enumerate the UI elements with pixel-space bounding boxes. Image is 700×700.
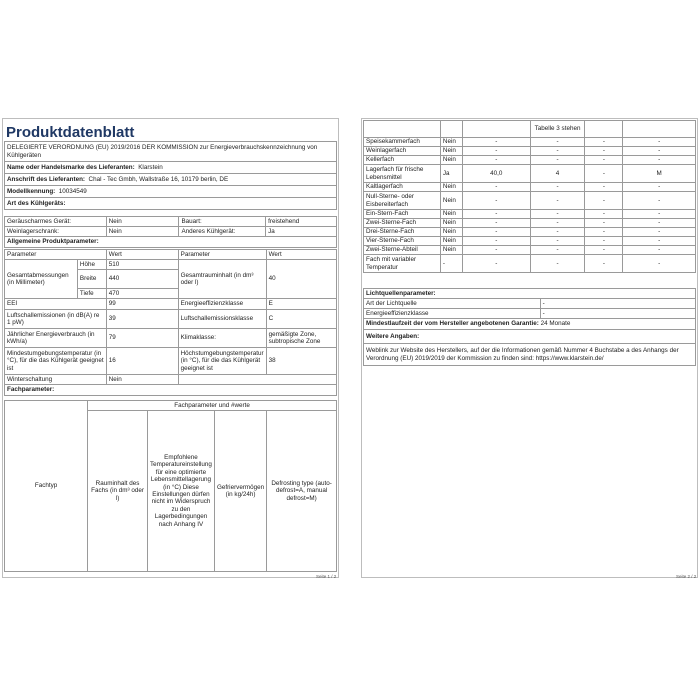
compartment-volume: - (462, 183, 530, 192)
max-temp-value: 38 (266, 348, 336, 375)
compartment-name: Kellerfach (364, 156, 441, 165)
depth-value: 470 (106, 289, 178, 299)
compartment-freeze: - (585, 147, 623, 156)
wine-value: Nein (106, 227, 179, 237)
noise-class-value: C (266, 310, 336, 329)
compartment-row (364, 219, 696, 228)
supplier-name-label: Name oder Handelsmarke des Lieferanten: (7, 163, 135, 171)
compartment-volume: - (462, 255, 530, 273)
compartment-volume: - (462, 219, 530, 228)
compartment-temp: 4 (530, 165, 585, 183)
table-ref: Tabelle 3 stehen (530, 121, 585, 138)
value-header-2: Wert (266, 250, 336, 260)
blank-6 (623, 121, 696, 138)
width-label: Breite (77, 270, 106, 289)
compartment-defrost: - (623, 219, 696, 228)
compartment-volume: - (462, 138, 530, 147)
compartment-row (364, 165, 696, 183)
compartment-defrost: - (623, 255, 696, 273)
compartment-present: - (440, 255, 462, 273)
col-defrost: Defrosting type (auto-defrost=A, manual defrost=M) (267, 411, 337, 572)
compartment-defrost: - (623, 210, 696, 219)
compartment-temp: - (530, 237, 585, 246)
compartment-name: Zwei-Sterne-Abteil (364, 246, 441, 255)
light-type-label: Art der Lichtquelle (364, 299, 541, 309)
compartment-name: Speisekammerfach (364, 138, 441, 147)
light-class-value: - (540, 309, 695, 319)
noise-class-label: Luftschallemissionsklasse (178, 310, 266, 329)
other-value: Ja (266, 227, 337, 237)
compartment-present: Nein (440, 192, 462, 210)
compartment-temp: - (530, 183, 585, 192)
winter-label: Winterschaltung (5, 375, 107, 385)
compartment-row (364, 237, 696, 246)
depth-label: Tiefe (77, 289, 106, 299)
eei-label: EEI (5, 299, 107, 310)
document-title: Produktdatenblatt (6, 124, 135, 141)
model-id: 10034549 (58, 187, 87, 195)
compartment-present: Nein (440, 237, 462, 246)
wine-label: Weinlagerschrank: (5, 227, 107, 237)
eclass-label: Energieeffizienzklasse (178, 299, 266, 310)
compartment-present: Nein (440, 183, 462, 192)
compartment-defrost: - (623, 147, 696, 156)
other-label: Anderes Kühlgerät: (179, 227, 266, 237)
design-label: Bauart: (179, 217, 266, 227)
compartment-temp: - (530, 255, 585, 273)
compartment-defrost: - (623, 192, 696, 210)
compartment-name: Kaltlagerfach (364, 183, 441, 192)
param-header: Parameter (5, 250, 107, 260)
height-value: 510 (106, 260, 178, 270)
compartment-volume: 40,0 (462, 165, 530, 183)
compartment-present: Nein (440, 228, 462, 237)
compartment-present: Nein (440, 156, 462, 165)
regulation-text: DELEGIERTE VERORDNUNG (EU) 2019/2016 DER KOMMISSION zur Energieverbrauchskennzeichnung von Kühlgeräten (5, 142, 337, 162)
compartment-name: Vier-Sterne-Fach (364, 237, 441, 246)
compartment-freeze: - (585, 192, 623, 210)
compartment-defrost: - (623, 183, 696, 192)
width-value: 440 (106, 270, 178, 289)
noise-value: 39 (106, 310, 178, 329)
compartment-volume: - (462, 228, 530, 237)
compartment-freeze: - (585, 183, 623, 192)
device-type-heading: Art des Kühlgeräts: (5, 198, 337, 210)
col-freezing: Gefriervermögen (in kg/24h) (214, 411, 266, 572)
compartment-freeze: - (585, 165, 623, 183)
compartment-row (364, 183, 696, 192)
compartment-present: Nein (440, 219, 462, 228)
compartment-row (364, 228, 696, 237)
light-heading: Lichtquellenparameter: (364, 289, 696, 299)
col-settemp: Empfohlene Temperatureinstellung für eine optimierte Lebensmittellagerung (in °C) Diese Einstellungen dürfen nicht im Widerspruch zu den Lagerbedingungen nach Anhang IV (147, 411, 214, 572)
fachtyp-label: Fachtyp (5, 401, 88, 572)
light-table (363, 288, 696, 366)
compartment-volume: - (462, 156, 530, 165)
compartment-row (364, 246, 696, 255)
quiet-value: Nein (106, 217, 179, 227)
compartment-freeze: - (585, 246, 623, 255)
compartment-present: Nein (440, 246, 462, 255)
compartment-name: Ein-Stern-Fach (364, 210, 441, 219)
page-number-2: Seite 2 / 2 (676, 574, 697, 579)
compartment-temp: - (530, 156, 585, 165)
compartment-freeze: - (585, 255, 623, 273)
col-volume: Rauminhalt des Fachs (in dm³ oder l) (88, 411, 148, 572)
param-header-2: Parameter (178, 250, 266, 260)
compartment-heading: Fachparameter: (5, 385, 337, 396)
warranty-label: Mindestlaufzeit der vom Hersteller angebotenen Garantie: (366, 320, 539, 328)
general-heading: Allgemeine Produktparameter: (5, 237, 337, 248)
compartment-defrost: - (623, 228, 696, 237)
compartment-name: Zwei-Sterne-Fach (364, 219, 441, 228)
volume-label: Gesamtrauminhalt (in dm³ oder l) (178, 260, 266, 299)
compartment-temp: - (530, 147, 585, 156)
empty-cell (178, 375, 336, 385)
min-temp-value: 16 (106, 348, 178, 375)
winter-value: Nein (106, 375, 178, 385)
blank-1 (364, 121, 441, 138)
warranty-value: 24 Monate (540, 320, 571, 328)
max-temp-label: Höchstumgebungstemperatur (in °C), für die das Kühlgerät geeignet ist (178, 348, 266, 375)
further-label: Weitere Angaben: (364, 330, 696, 344)
compartment-defrost: - (623, 237, 696, 246)
compartment-row (364, 210, 696, 219)
compartment-present: Ja (440, 165, 462, 183)
compartment-temp: - (530, 210, 585, 219)
supplier-name: Klarstein (138, 163, 163, 171)
compartment-freeze: - (585, 156, 623, 165)
compartment-temp: - (530, 192, 585, 210)
eclass-value: E (266, 299, 336, 310)
quiet-label: Geräuscharmes Gerät: (5, 217, 107, 227)
compartment-defrost: - (623, 246, 696, 255)
weblink-text: Weblink zur Website des Herstellers, auf der die Informationen gemäß Nummer 4 Buchstabe a des Anhangs der Verordnung (EU) 2019/2019 der Kommission zu finden sind: https://www.klarstein.de/ (364, 344, 696, 366)
fach-group-header: Fachparameter und #werte (88, 401, 337, 411)
compartment-defrost: - (623, 156, 696, 165)
compartment-present: Nein (440, 147, 462, 156)
design-value: freistehend (266, 217, 337, 227)
volume-value: 40 (266, 260, 336, 299)
supplier-address-label: Anschrift des Lieferanten: (7, 175, 86, 183)
climate-label: Klimaklasse: (178, 329, 266, 348)
compartment-rows-table (363, 120, 696, 273)
compartment-temp: - (530, 219, 585, 228)
page1-header-table (4, 141, 337, 210)
dims-label: Gesamtabmessungen (in Millimeter) (5, 260, 78, 299)
compartment-freeze: - (585, 210, 623, 219)
annual-value: 79 (106, 329, 178, 348)
eei-value: 99 (106, 299, 178, 310)
compartment-present: Nein (440, 210, 462, 219)
compartment-freeze: - (585, 138, 623, 147)
compartment-name: Drei-Sterne-Fach (364, 228, 441, 237)
compartment-row (364, 156, 696, 165)
compartment-temp: - (530, 246, 585, 255)
warranty-row (364, 319, 696, 330)
compartment-volume: - (462, 192, 530, 210)
compartment-freeze: - (585, 228, 623, 237)
compartment-name: Weinlagerfach (364, 147, 441, 156)
compartment-volume: - (462, 237, 530, 246)
supplier-address: Chal - Tec Gmbh, Wallstraße 16, 10179 berlin, DE (88, 175, 229, 183)
light-class-label: Energieeffizienzklasse (364, 309, 541, 319)
blank-5 (585, 121, 623, 138)
compartment-volume: - (462, 210, 530, 219)
compartment-row (364, 255, 696, 273)
height-label: Höhe (77, 260, 106, 270)
compartment-freeze: - (585, 237, 623, 246)
noise-label: Luftschallemissionen (in dB(A) re 1 pW) (5, 310, 107, 329)
compartment-table (4, 400, 337, 572)
general-params-table (4, 249, 337, 396)
compartment-name: Fach mit variabler Temperatur (364, 255, 441, 273)
compartment-volume: - (462, 147, 530, 156)
value-header: Wert (106, 250, 178, 260)
compartment-freeze: - (585, 219, 623, 228)
compartment-row (364, 138, 696, 147)
supplier-address-row (5, 174, 337, 186)
compartment-name: Lagerfach für frische Lebensmittel (364, 165, 441, 183)
compartment-name: Null-Sterne- oder Eisbereiterfach (364, 192, 441, 210)
compartment-temp: - (530, 228, 585, 237)
min-temp-label: Mindestumgebungstemperatur (in °C), für die das Kühlgerät geeignet ist (5, 348, 107, 375)
compartment-temp: - (530, 138, 585, 147)
compartment-row (364, 192, 696, 210)
blank-2 (440, 121, 462, 138)
compartment-present: Nein (440, 138, 462, 147)
supplier-name-row (5, 162, 337, 174)
annual-label: Jährlicher Energieverbrauch (in kWh/a) (5, 329, 107, 348)
compartment-volume: - (462, 246, 530, 255)
page-number-1: Seite 1 / 2 (316, 574, 337, 579)
compartment-defrost: - (623, 138, 696, 147)
model-label: Modellkennung: (7, 187, 56, 195)
device-type-table (4, 216, 337, 248)
light-type-value: - (540, 299, 695, 309)
blank-3 (462, 121, 530, 138)
compartment-row (364, 147, 696, 156)
climate-value: gemäßigte Zone, subtropische Zone (266, 329, 336, 348)
model-row (5, 186, 337, 198)
compartment-defrost: M (623, 165, 696, 183)
